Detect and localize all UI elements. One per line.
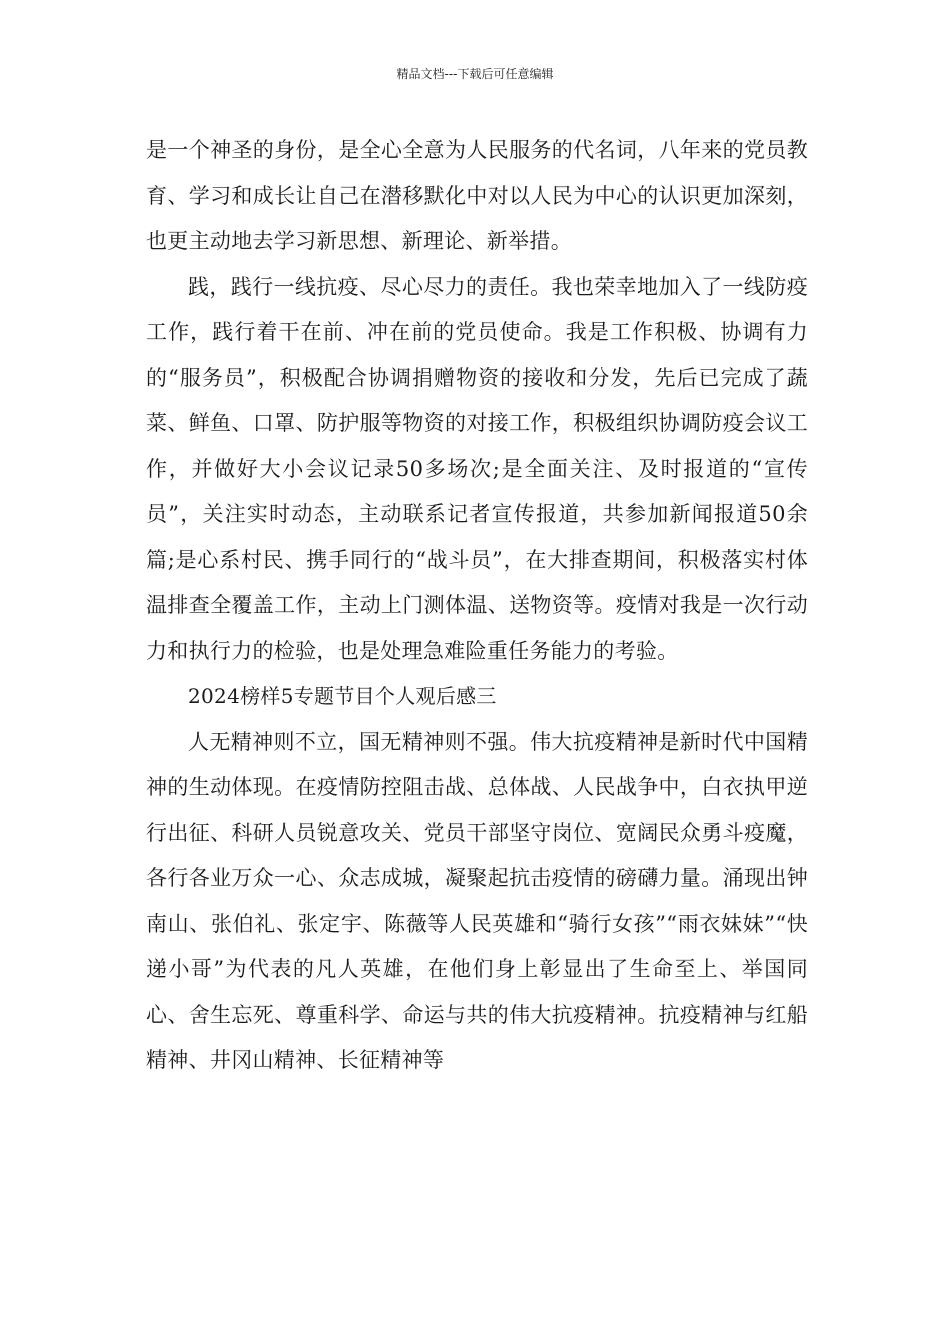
section-heading: 2024榜样5专题节目个人观后感三 [188,684,497,708]
paragraph-spirit: 人无精神则不立，国无精神则不强。伟大抗疫精神是新时代中国精神的生动体现。在疫情防控阻击战、总体战、人民战争中，白衣执甲逆行出征、科研人员锐意攻关、党员干部坚守岗位、宽阔民众勇斗疫魔，各行各业万众一心、众志成城，凝聚起抗击疫情的磅礴力量。涌现出钟南山、张伯礼、张定宇、陈薇等人民英雄和“骑行女孩”“雨衣妹妹”“快递小哥”为代表的凡人英雄，在他们身上彰显出了生命至上、举国同心、舍生忘死、尊重科学、命运与共的伟大抗疫精神。抗疫精神与红船精神、井冈山精神、长征精神等 [146,729,808,1072]
paragraph-practice: 践，践行一线抗疫、尽心尽力的责任。我也荣幸地加入了一线防疫工作，践行着干在前、冲在前的党员使命。我是工作积极、协调有力的“服务员”，积极配合协调捐赠物资的接收和分发，先后已完成了蔬菜、鲜鱼、口罩、防护服等物资的对接工作，积极组织协调防疫会议工作，并做好大小会议记录50多场次;是全面关注、及时报道的“宣传员”，关注实时动态，主动联系记者宣传报道，共参加新闻报道50余篇;是心系村民、携手同行的“战斗员”，在大排查期间，积极落实村体温排查全覆盖工作，主动上门测体温、送物资等。疫情对我是一次行动力和执行力的检验，也是处理急难险重任务能力的考验。 [146,274,808,663]
document-body [146,128,808,1084]
paragraph-continuation: 是一个神圣的身份，是全心全意为人民服务的代名词，八年来的党员教育、学习和成长让自己在潜移默化中对以人民为中心的认识更加深刻，也更主动地去学习新思想、新理论、新举措。 [146,138,808,253]
page-header: 精品文档---下载后可任意编辑 [396,67,554,81]
